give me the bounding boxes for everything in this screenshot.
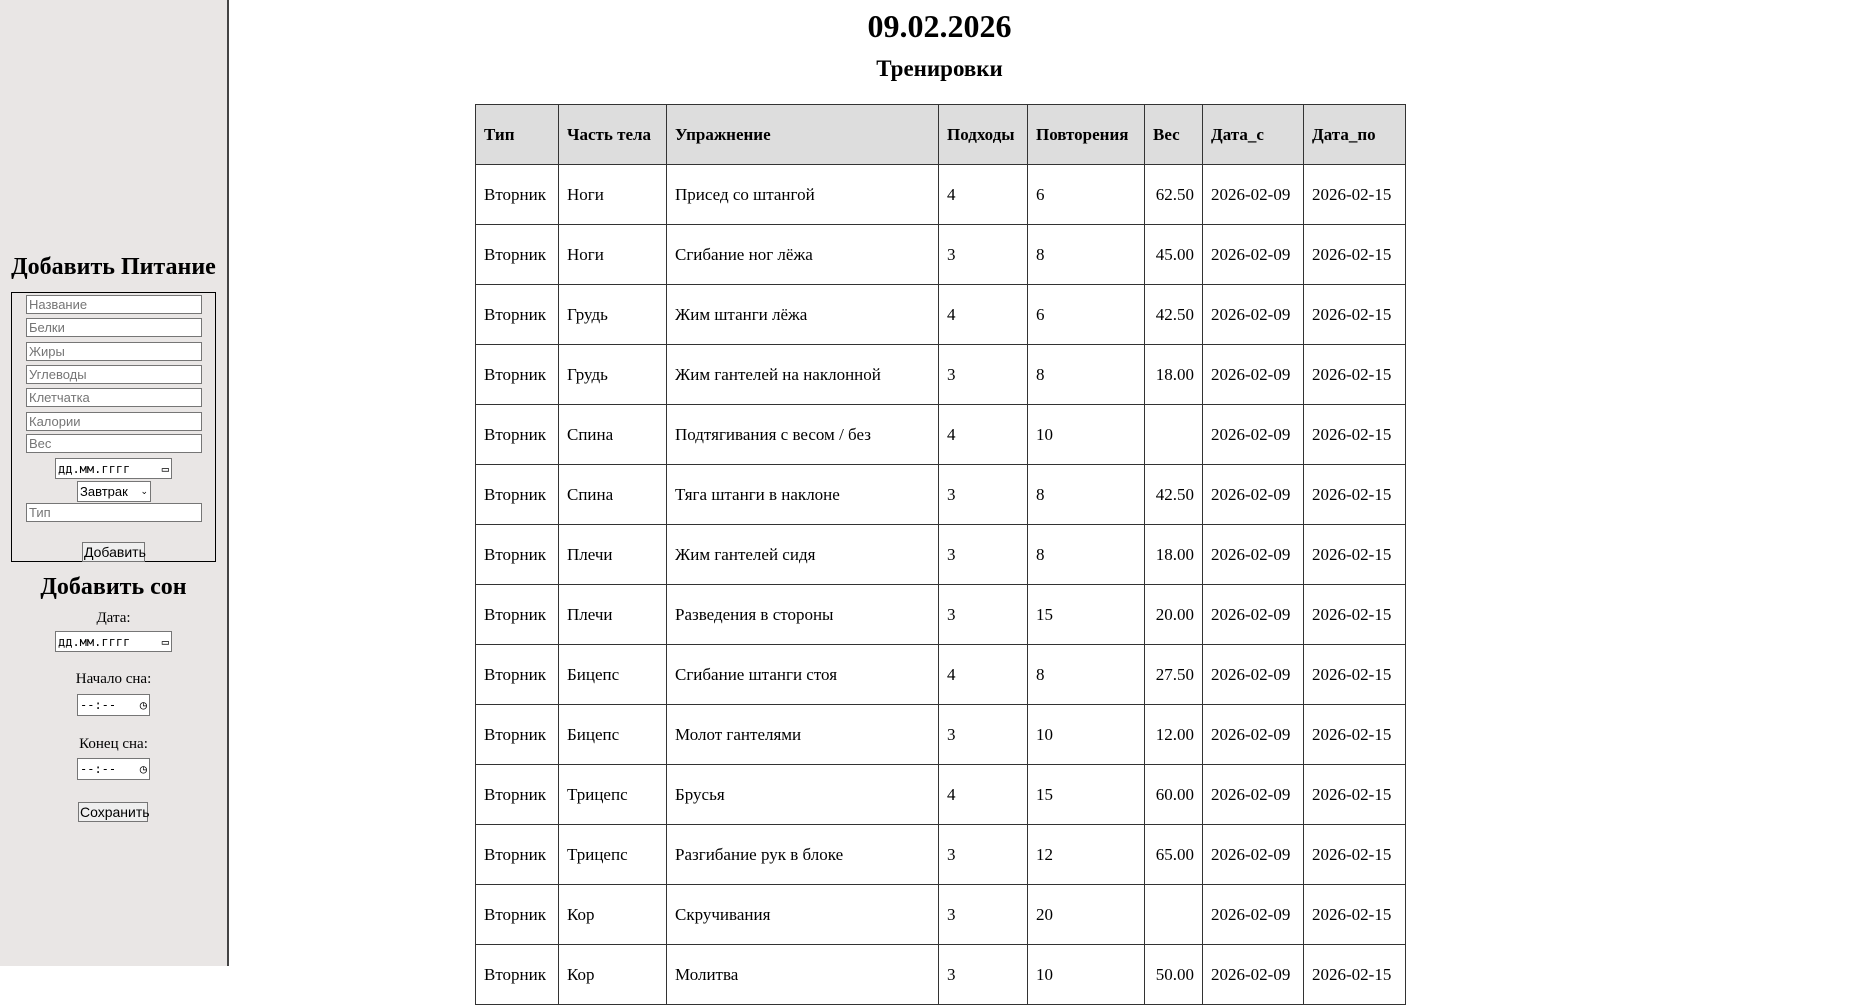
table-cell: 3 <box>939 585 1028 645</box>
food-carbs-input[interactable] <box>26 365 202 384</box>
table-cell: Присед со штангой <box>667 165 939 225</box>
table-cell: Жим штанги лёжа <box>667 285 939 345</box>
table-cell: 8 <box>1028 345 1145 405</box>
food-fiber-input[interactable] <box>26 388 202 407</box>
table-cell: 2026-02-09 <box>1203 225 1304 285</box>
table-cell: Вторник <box>476 345 559 405</box>
table-row <box>476 765 1406 825</box>
table-cell: 3 <box>939 465 1028 525</box>
table-cell: Вторник <box>476 585 559 645</box>
table-cell: 2026-02-09 <box>1203 585 1304 645</box>
table-row <box>476 825 1406 885</box>
table-cell: 2026-02-09 <box>1203 825 1304 885</box>
sleep-start-label: Начало сна: <box>75 671 152 687</box>
table-cell: 2026-02-15 <box>1304 345 1406 405</box>
table-header-row <box>476 105 1406 165</box>
table-row <box>476 945 1406 1005</box>
table-cell: Жим гантелей сидя <box>667 525 939 585</box>
table-cell <box>1145 405 1203 465</box>
table-cell: Брусья <box>667 765 939 825</box>
table-cell: Кор <box>559 885 667 945</box>
table-cell: 6 <box>1028 285 1145 345</box>
table-cell: 10 <box>1028 705 1145 765</box>
table-cell: Сгибание ног лёжа <box>667 225 939 285</box>
table-cell: 2026-02-09 <box>1203 945 1304 1005</box>
table-cell: Плечи <box>559 585 667 645</box>
clock-icon[interactable]: ◷ <box>139 698 147 712</box>
table-cell: Вторник <box>476 465 559 525</box>
meal-select-value: Завтрак <box>80 484 128 499</box>
table-cell: 2026-02-15 <box>1304 765 1406 825</box>
table-cell: Подтягивания с весом / без <box>667 405 939 465</box>
table-cell: Молот гантелями <box>667 705 939 765</box>
time-placeholder: --:-- <box>80 762 117 776</box>
table-cell: Грудь <box>559 285 667 345</box>
table-cell: 3 <box>939 225 1028 285</box>
table-cell: 18.00 <box>1145 525 1203 585</box>
column-header: Повторения <box>1028 105 1145 165</box>
table-cell: Вторник <box>476 405 559 465</box>
table-cell: 2026-02-15 <box>1304 705 1406 765</box>
table-cell: Вторник <box>476 165 559 225</box>
table-cell: 2026-02-15 <box>1304 645 1406 705</box>
column-header: Дата_с <box>1203 105 1304 165</box>
chevron-down-icon: ⌄ <box>140 486 148 496</box>
save-sleep-button[interactable]: Сохранить <box>80 804 150 820</box>
table-cell: 8 <box>1028 225 1145 285</box>
table-cell: 2026-02-15 <box>1304 525 1406 585</box>
table-cell: Ноги <box>559 165 667 225</box>
table-cell: 2026-02-09 <box>1203 405 1304 465</box>
workouts-table <box>475 104 1406 1005</box>
table-cell: 8 <box>1028 465 1145 525</box>
table-cell: 8 <box>1028 525 1145 585</box>
table-cell: Скручивания <box>667 885 939 945</box>
table-cell: 2026-02-09 <box>1203 345 1304 405</box>
table-cell: Вторник <box>476 525 559 585</box>
add-sleep-title: Добавить сон <box>40 574 187 600</box>
food-name-input[interactable] <box>26 295 202 314</box>
table-row <box>476 705 1406 765</box>
calendar-icon[interactable]: ▭ <box>161 634 169 649</box>
page-date: 09.02.2026 <box>867 8 1012 44</box>
table-cell: Сгибание штанги стоя <box>667 645 939 705</box>
date-placeholder: дд.мм.гггг <box>58 634 131 649</box>
table-cell: 4 <box>939 285 1028 345</box>
table-cell: 45.00 <box>1145 225 1203 285</box>
column-header: Подходы <box>939 105 1028 165</box>
food-date-input[interactable] <box>55 458 172 479</box>
calendar-icon[interactable]: ▭ <box>161 461 169 476</box>
section-title: Тренировки <box>876 56 1003 81</box>
table-cell: 3 <box>939 705 1028 765</box>
table-cell: Плечи <box>559 525 667 585</box>
table-cell: 2026-02-09 <box>1203 285 1304 345</box>
table-cell: 3 <box>939 945 1028 1005</box>
add-food-button[interactable]: Добавить <box>84 544 146 560</box>
table-cell: Вторник <box>476 705 559 765</box>
table-row <box>476 285 1406 345</box>
column-header: Упражнение <box>667 105 939 165</box>
table-cell: 3 <box>939 885 1028 945</box>
table-cell: Вторник <box>476 885 559 945</box>
table-row <box>476 225 1406 285</box>
table-cell <box>1145 885 1203 945</box>
table-cell: 18.00 <box>1145 345 1203 405</box>
table-cell: 2026-02-15 <box>1304 285 1406 345</box>
column-header: Тип <box>476 105 559 165</box>
table-row <box>476 585 1406 645</box>
table-cell: 50.00 <box>1145 945 1203 1005</box>
table-cell: 12 <box>1028 825 1145 885</box>
table-cell: 4 <box>939 405 1028 465</box>
time-placeholder: --:-- <box>80 698 117 712</box>
column-header: Вес <box>1145 105 1203 165</box>
table-cell: 42.50 <box>1145 465 1203 525</box>
sleep-end-label: Конец сна: <box>79 736 148 752</box>
table-cell: Вторник <box>476 765 559 825</box>
table-cell: 2026-02-09 <box>1203 165 1304 225</box>
table-cell: 2026-02-09 <box>1203 525 1304 585</box>
table-cell: 2026-02-09 <box>1203 765 1304 825</box>
add-food-title: Добавить Питание <box>11 254 216 280</box>
table-cell: 20.00 <box>1145 585 1203 645</box>
table-cell: Молитва <box>667 945 939 1005</box>
table-cell: Вторник <box>476 645 559 705</box>
table-row <box>476 165 1406 225</box>
table-cell: Бицепс <box>559 705 667 765</box>
food-fat-input[interactable] <box>26 342 202 361</box>
table-cell: Трицепс <box>559 825 667 885</box>
table-cell: 2026-02-15 <box>1304 405 1406 465</box>
food-type-input[interactable] <box>26 503 202 522</box>
table-row <box>476 345 1406 405</box>
table-cell: Разгибание рук в блоке <box>667 825 939 885</box>
table-row <box>476 645 1406 705</box>
sidebar <box>0 0 229 966</box>
table-cell: 2026-02-15 <box>1304 165 1406 225</box>
table-cell: Кор <box>559 945 667 1005</box>
table-cell: 2026-02-15 <box>1304 945 1406 1005</box>
sleep-start-input[interactable] <box>77 694 150 716</box>
table-cell: 42.50 <box>1145 285 1203 345</box>
table-cell: 4 <box>939 165 1028 225</box>
table-cell: 15 <box>1028 585 1145 645</box>
table-cell: 62.50 <box>1145 165 1203 225</box>
table-cell: 3 <box>939 345 1028 405</box>
table-cell: 20 <box>1028 885 1145 945</box>
table-cell: Вторник <box>476 825 559 885</box>
table-cell: 3 <box>939 825 1028 885</box>
column-header: Дата_по <box>1304 105 1406 165</box>
table-cell: Грудь <box>559 345 667 405</box>
food-protein-input[interactable] <box>26 318 202 337</box>
table-cell: 10 <box>1028 405 1145 465</box>
meal-select[interactable] <box>77 481 151 502</box>
table-cell: 2026-02-09 <box>1203 705 1304 765</box>
table-cell: 10 <box>1028 945 1145 1005</box>
table-cell: 8 <box>1028 645 1145 705</box>
table-cell: Бицепс <box>559 645 667 705</box>
table-cell: Спина <box>559 405 667 465</box>
table-cell: 3 <box>939 525 1028 585</box>
table-cell: 60.00 <box>1145 765 1203 825</box>
table-cell: 2026-02-15 <box>1304 885 1406 945</box>
table-cell: 12.00 <box>1145 705 1203 765</box>
date-placeholder: дд.мм.гггг <box>58 461 131 476</box>
sleep-date-label: Дата: <box>96 610 131 626</box>
food-calories-input[interactable] <box>26 412 202 431</box>
table-cell: 2026-02-15 <box>1304 585 1406 645</box>
sleep-end-input[interactable] <box>77 758 150 780</box>
table-cell: 65.00 <box>1145 825 1203 885</box>
table-row <box>476 885 1406 945</box>
table-row <box>476 525 1406 585</box>
table-cell: Ноги <box>559 225 667 285</box>
table-cell: Трицепс <box>559 765 667 825</box>
table-cell: Вторник <box>476 285 559 345</box>
food-weight-input[interactable] <box>26 434 202 453</box>
table-cell: 4 <box>939 645 1028 705</box>
table-cell: 2026-02-09 <box>1203 465 1304 525</box>
table-cell: 2026-02-15 <box>1304 465 1406 525</box>
table-row <box>476 465 1406 525</box>
table-cell: 4 <box>939 765 1028 825</box>
table-cell: Разведения в стороны <box>667 585 939 645</box>
column-header: Часть тела <box>559 105 667 165</box>
table-cell: 2026-02-09 <box>1203 885 1304 945</box>
table-cell: 2026-02-09 <box>1203 645 1304 705</box>
table-cell: Спина <box>559 465 667 525</box>
table-cell: 15 <box>1028 765 1145 825</box>
sleep-date-input[interactable] <box>55 631 172 652</box>
table-cell: 2026-02-15 <box>1304 225 1406 285</box>
clock-icon[interactable]: ◷ <box>139 762 147 776</box>
table-cell: Вторник <box>476 945 559 1005</box>
table-cell: Вторник <box>476 225 559 285</box>
table-cell: 2026-02-15 <box>1304 825 1406 885</box>
table-cell: 6 <box>1028 165 1145 225</box>
table-row <box>476 405 1406 465</box>
table-cell: 27.50 <box>1145 645 1203 705</box>
table-cell: Жим гантелей на наклонной <box>667 345 939 405</box>
table-cell: Тяга штанги в наклоне <box>667 465 939 525</box>
